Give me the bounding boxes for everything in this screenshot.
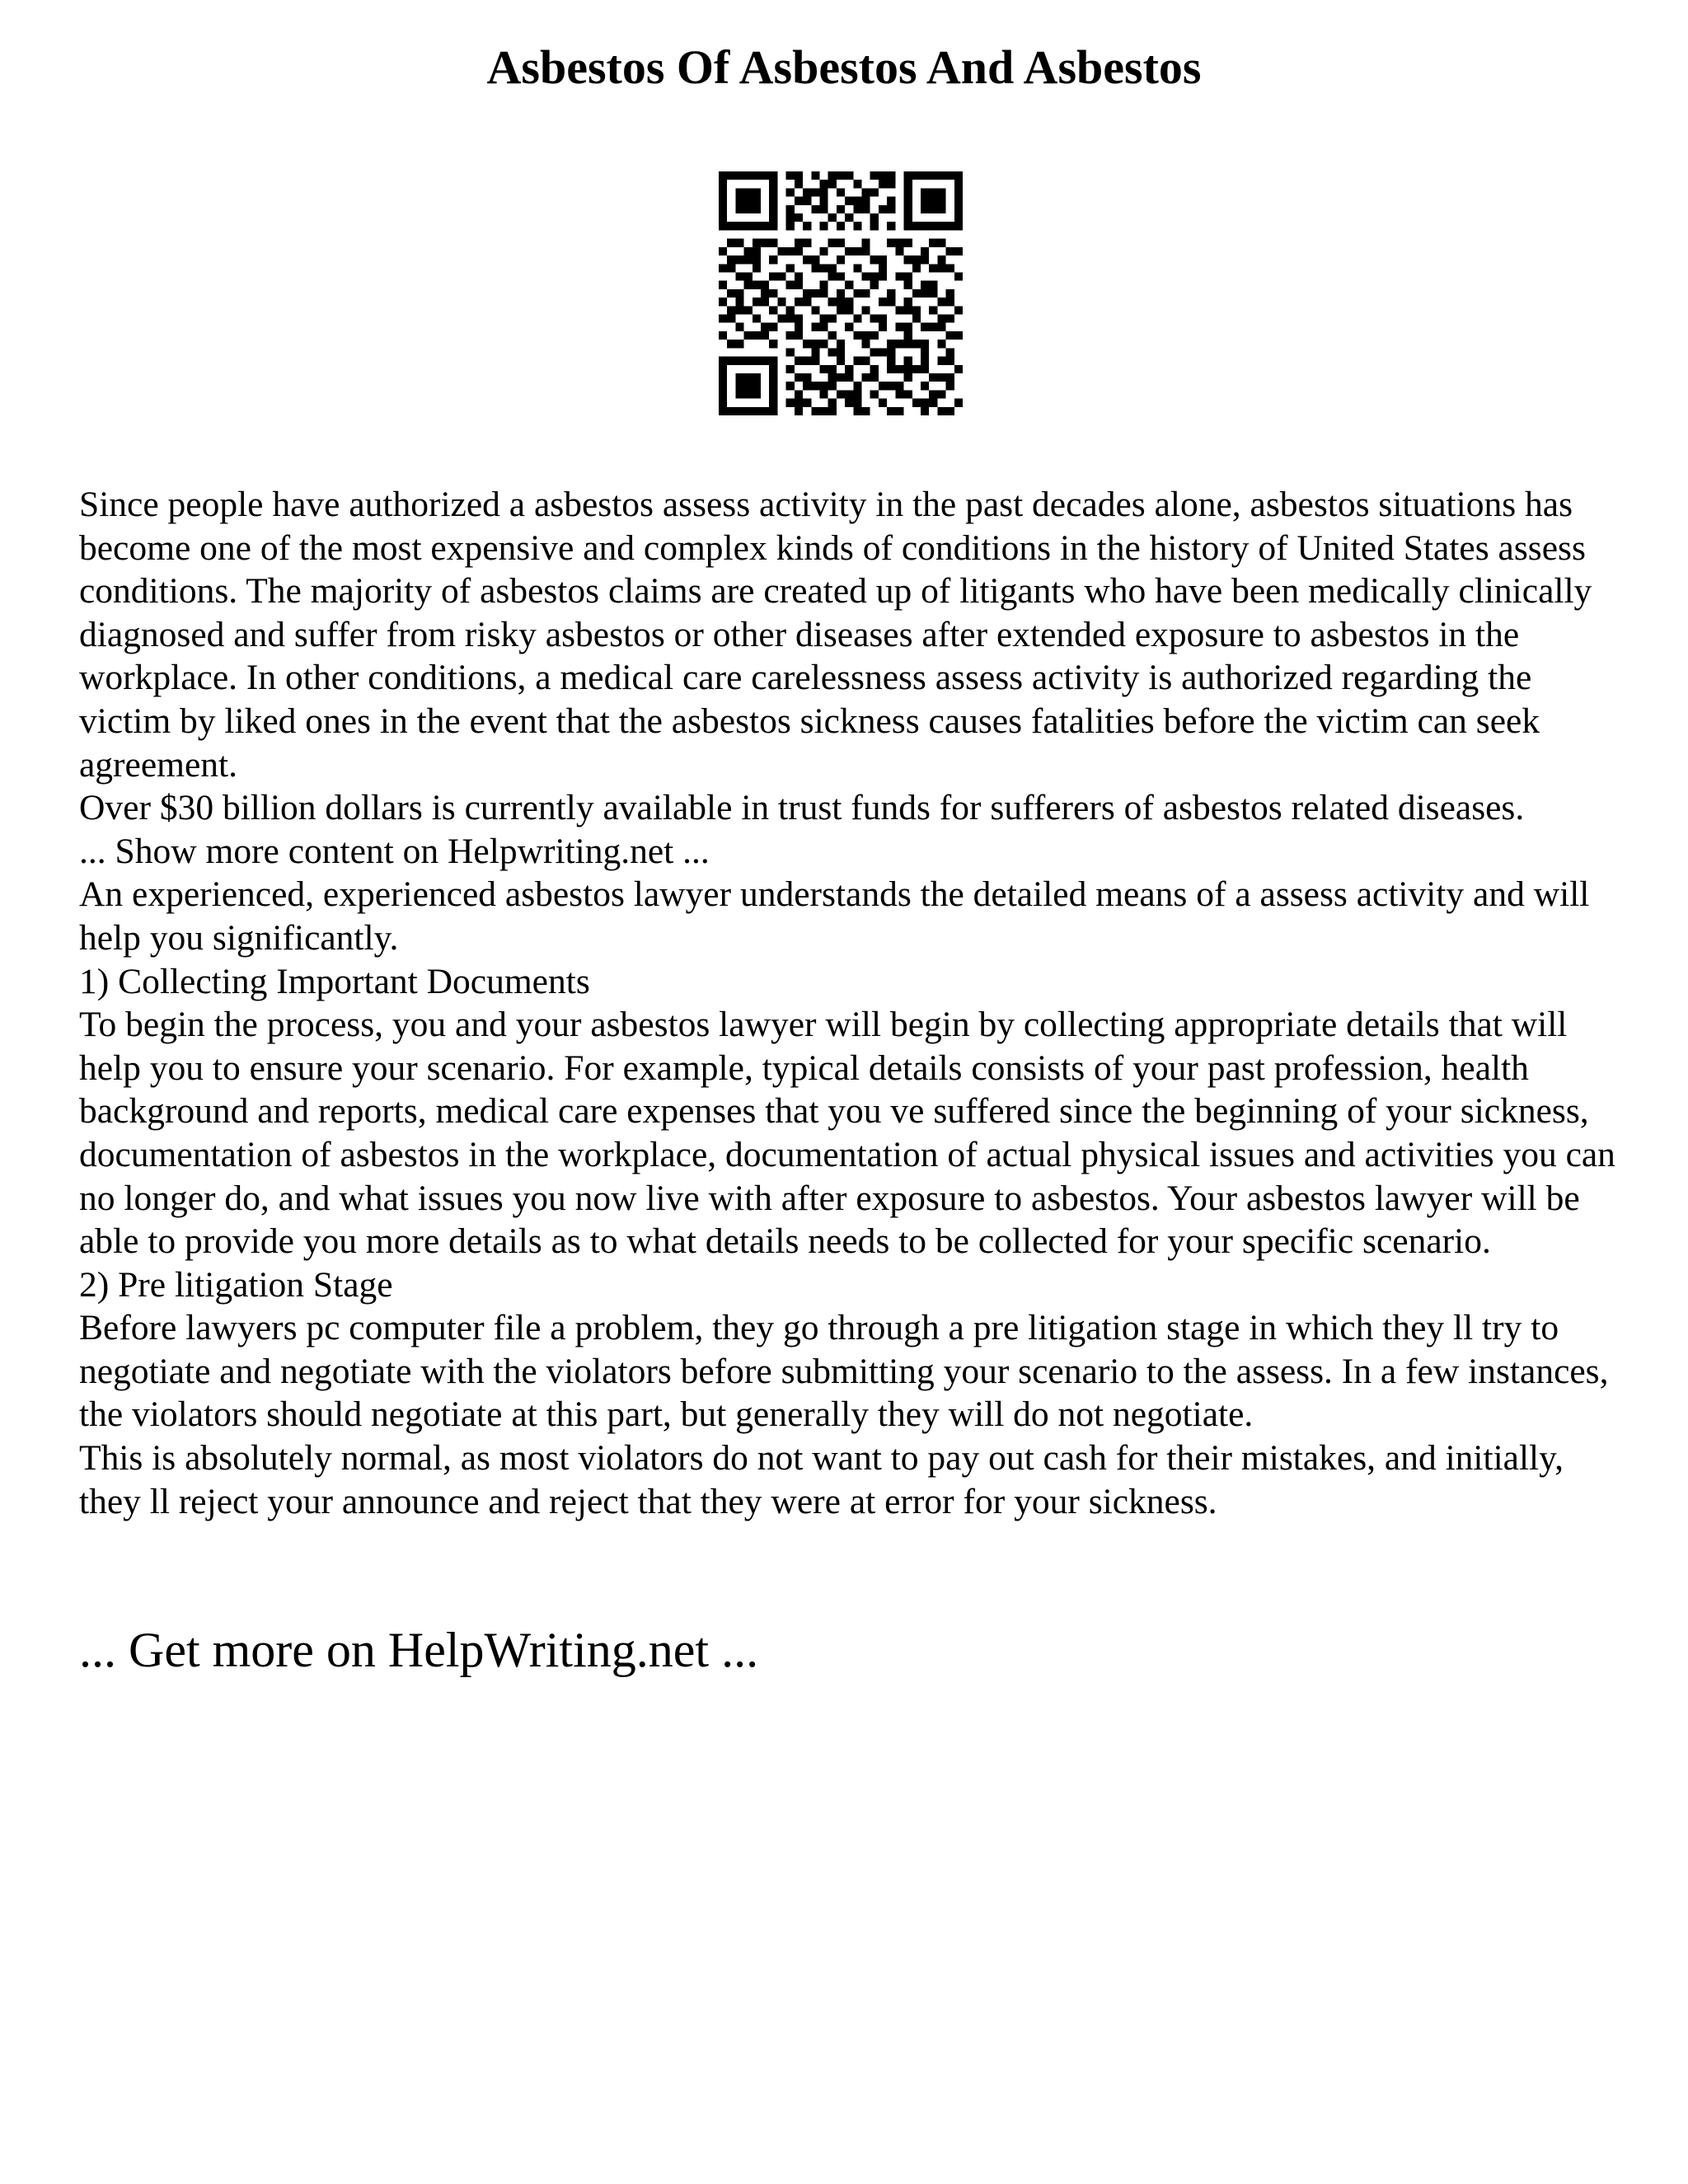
paragraph-lawyer: An experienced, experienced asbestos lawyer understands the detailed means of a assess activity and will help you significantly. (79, 874, 1590, 958)
show-more-link[interactable]: ... Show more content on Helpwriting.net ... (79, 831, 710, 871)
qr-code-icon[interactable] (719, 171, 963, 415)
paragraph-normal: This is absolutely normal, as most violators do not want to pay out cash for their mistakes, and initially, they ll reject your announce and reject that they were at error for your sickness. (79, 1438, 1564, 1521)
paragraph-pre-litigation: Before lawyers pc computer file a problem, they go through a pre litigation stage in which they ll try to negotiate and negotiate with the violators before submitting your scenario to the assess. In a few instances, the violators should negotiate at this part, but generally they will do not negotiate. (79, 1308, 1609, 1435)
section-heading-documents: 1) Collecting Important Documents (79, 961, 590, 1001)
section-heading-pre-litigation: 2) Pre litigation Stage (79, 1264, 393, 1305)
document-title: Asbestos Of Asbestos And Asbestos (486, 40, 1202, 94)
article-body (79, 483, 1617, 1523)
paragraph-intro: Since people have authorized a asbestos assess activity in the past decades alone, asbestos situations has become one of the most expensive and complex kinds of conditions in the history of United States assess conditions. The majority of asbestos claims are created up of litigants who have been medically clinically diagnosed and suffer from risky asbestos or other diseases after extended exposure to asbestos in the workplace. In other conditions, a medical care carelessness assess activity is authorized regarding the victim by liked ones in the event that the asbestos sickness causes fatalities before the victim can seek agreement. (79, 485, 1592, 785)
paragraph-documents: To begin the process, you and your asbestos lawyer will begin by collecting appropriate details that will help you to ensure your scenario. For example, typical details consists of your past profession, health background and reports, medical care expenses that you ve suffered since the beginning of your sickness, documentation of asbestos in the workplace, documentation of actual physical issues and activities you can no longer do, and what issues you now live with after exposure to asbestos. Your asbestos lawyer will be able to provide you more details as to what details needs to be collected for your specific scenario. (79, 1005, 1615, 1262)
paragraph-trust-funds: Over $30 billion dollars is currently available in trust funds for sufferers of asbestos related diseases. (79, 788, 1525, 828)
get-more-link[interactable]: ... Get more on HelpWriting.net ... (79, 1623, 759, 1677)
